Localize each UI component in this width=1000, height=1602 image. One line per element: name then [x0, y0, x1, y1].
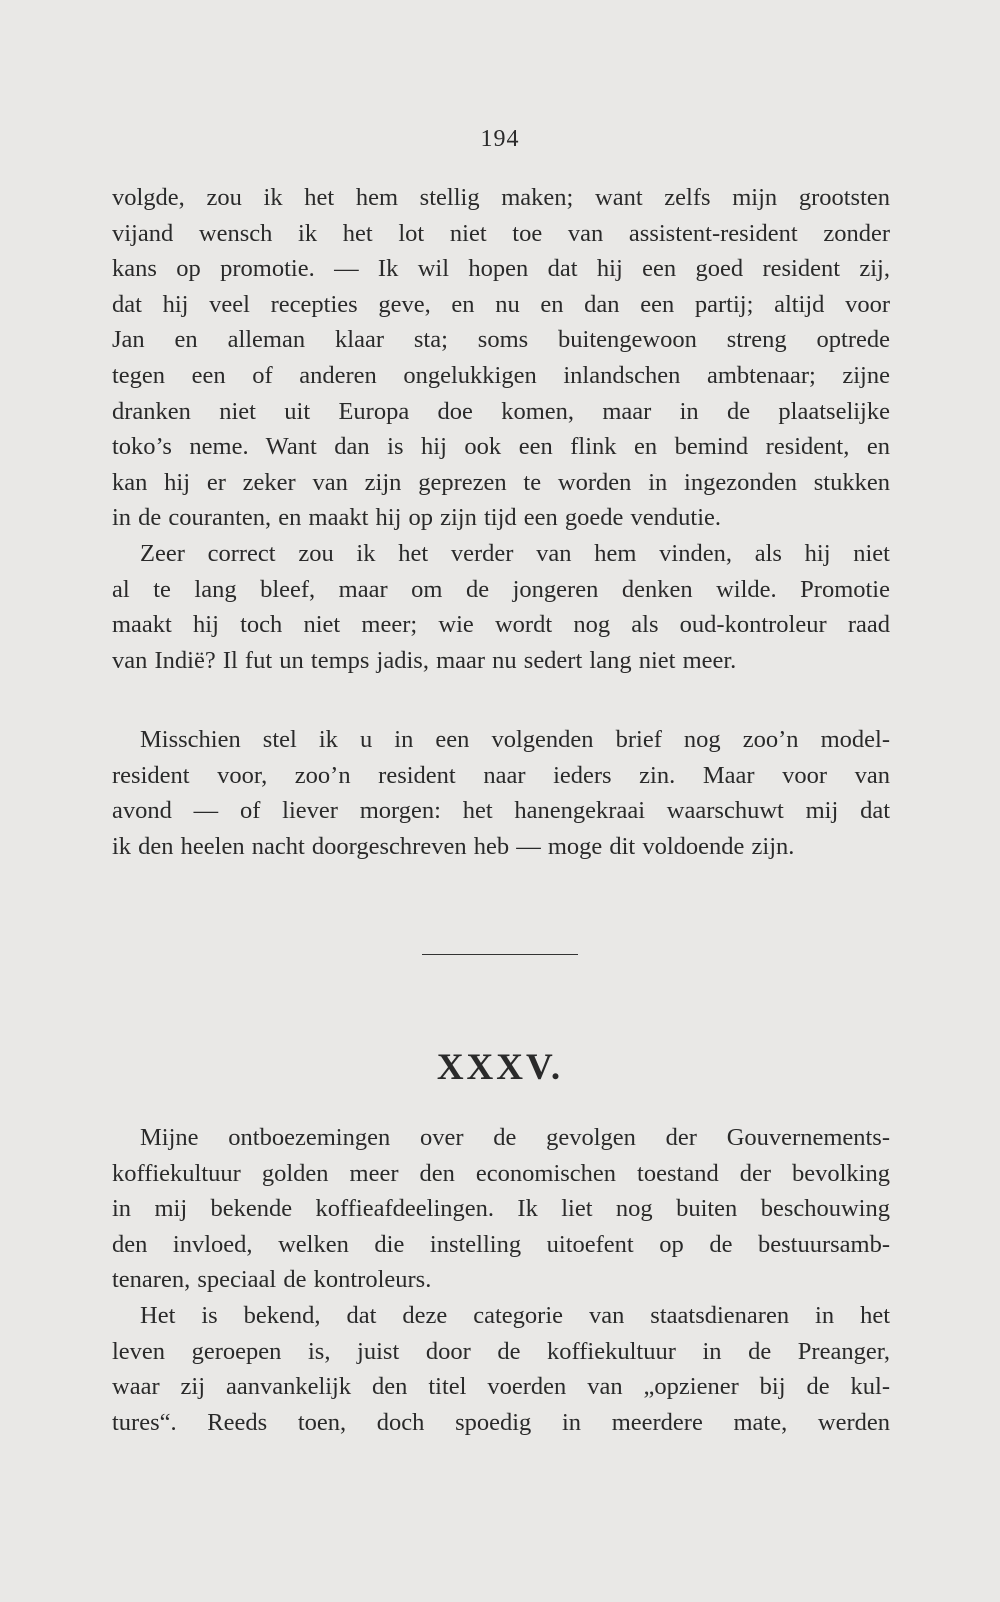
section-divider [422, 954, 578, 955]
text-line: tegen een of anderen ongelukkigen inlandschen ambtenaar; zijne [112, 361, 890, 389]
paragraph [112, 1120, 890, 1298]
paragraph [112, 722, 890, 864]
text-line: Jan en alleman klaar sta; soms buitengewoon streng optrede [112, 326, 890, 354]
text-line: koffiekultuur golden meer den economischen toestand der bevolking [112, 1159, 890, 1187]
text-line: van Indië? Il fut un temps jadis, maar nu sedert lang niet meer. [112, 646, 737, 674]
text-line: in mij bekende koffieafdeelingen. Ik liet nog buiten beschouwing [112, 1195, 890, 1223]
text-line: avond — of liever morgen: het hanengekraai waarschuwt mij dat [112, 797, 890, 825]
text-line: kan hij er zeker van zijn geprezen te worden in ingezonden stukken [112, 468, 890, 496]
text-line: toko’s neme. Want dan is hij ook een flink en bemind resident, en [112, 433, 890, 461]
text-line: Misschien stel ik u in een volgenden brief nog zoo’n model- [140, 726, 890, 753]
paragraph [112, 180, 890, 536]
text-line: waar zij aanvankelijk den titel voerden van „opziener bij de kul- [112, 1373, 890, 1401]
text-line: tures“. Reeds toen, doch spoedig in meerdere mate, werden [112, 1408, 890, 1436]
text-line: vijand wensch ik het lot niet toe van assistent-resident zonder [112, 219, 890, 247]
text-block-3 [112, 1120, 890, 1440]
text-line: dat hij veel recepties geve, en nu en dan een partij; altijd voor [112, 290, 890, 318]
text-line: den invloed, welken die instelling uitoefent op de bestuursamb- [112, 1230, 890, 1258]
text-block-1 [112, 180, 890, 678]
text-line: in de couranten, en maakt hij op zijn tijd een goede vendutie. [112, 504, 722, 532]
text-line: volgde, zou ik het hem stellig maken; want zelfs mijn grootsten [112, 184, 890, 211]
text-line: al te lang bleef, maar om de jongeren denken wilde. Promotie [112, 575, 890, 603]
text-line: tenaren, speciaal de kontroleurs. [112, 1266, 432, 1294]
text-line: leven geroepen is, juist door de koffiekultuur in de Preanger, [112, 1337, 890, 1365]
text-line: Zeer correct zou ik het verder van hem vinden, als hij niet [140, 539, 890, 567]
text-line: ik den heelen nacht doorgeschreven heb — moge dit voldoende zijn. [112, 832, 795, 860]
paragraph [112, 536, 890, 678]
text-line: dranken niet uit Europa doe komen, maar in de plaatselijke [112, 397, 890, 425]
text-block-2 [112, 722, 890, 864]
text-line: resident voor, zoo’n resident naar ieders zin. Maar voor van [112, 761, 890, 789]
page-number: 194 [480, 126, 520, 152]
chapter-heading: XXXV. [436, 1047, 564, 1088]
text-line: Mijne ontboezemingen over de gevolgen der Gouvernements- [140, 1124, 890, 1151]
text-line: maakt hij toch niet meer; wie wordt nog als oud-kontroleur raad [112, 611, 890, 639]
paragraph [112, 1298, 890, 1440]
text-line: Het is bekend, dat deze categorie van staatsdienaren in het [140, 1301, 890, 1329]
text-line: kans op promotie. — Ik wil hopen dat hij een goed resident zij, [112, 255, 890, 283]
